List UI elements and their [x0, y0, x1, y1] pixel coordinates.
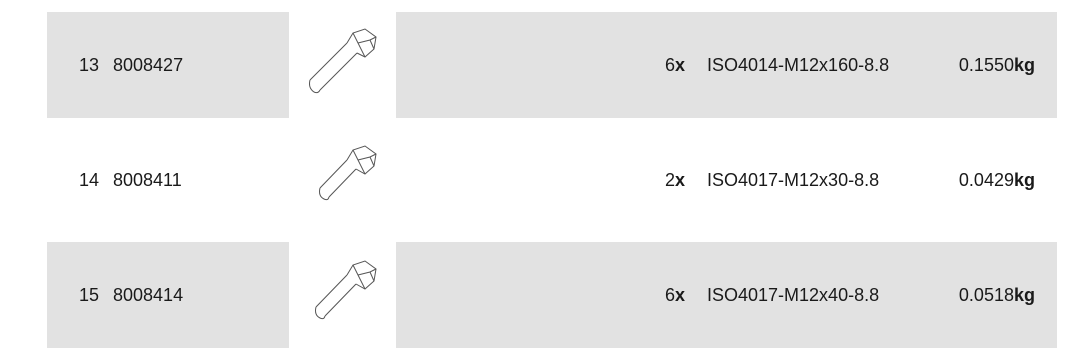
weight-value: 0.1550	[958, 54, 1014, 75]
part-image	[289, 118, 396, 242]
item-number: 13	[79, 54, 100, 75]
part-number: 8008427	[113, 54, 184, 75]
quantity-suffix: x	[675, 54, 686, 75]
weight-value: 0.0518	[958, 284, 1014, 305]
quantity-suffix: x	[675, 284, 686, 305]
quantity: 6	[665, 54, 676, 75]
table-row	[47, 242, 1057, 348]
part-image	[289, 12, 396, 118]
bolt-icon	[298, 25, 388, 105]
bolt-icon	[298, 140, 388, 220]
table-row	[47, 12, 1057, 118]
parts-table	[47, 12, 1057, 348]
weight-unit: kg	[1013, 284, 1035, 305]
item-number: 14	[79, 169, 100, 190]
part-number: 8008411	[113, 169, 182, 190]
part-description: ISO4017-M12x30-8.8	[707, 169, 880, 190]
weight-unit: kg	[1013, 54, 1035, 75]
part-description: ISO4017-M12x40-8.8	[707, 284, 880, 305]
weight-unit: kg	[1013, 169, 1035, 190]
part-image	[289, 242, 396, 348]
quantity-suffix: x	[675, 169, 686, 190]
quantity: 2	[665, 169, 676, 190]
weight-value: 0.0429	[958, 169, 1014, 190]
item-number: 15	[79, 284, 100, 305]
quantity: 6	[665, 284, 676, 305]
part-number: 8008414	[113, 284, 184, 305]
bolt-icon	[298, 255, 388, 335]
table-row	[47, 118, 1057, 242]
part-description: ISO4014-M12x160-8.8	[707, 54, 890, 75]
